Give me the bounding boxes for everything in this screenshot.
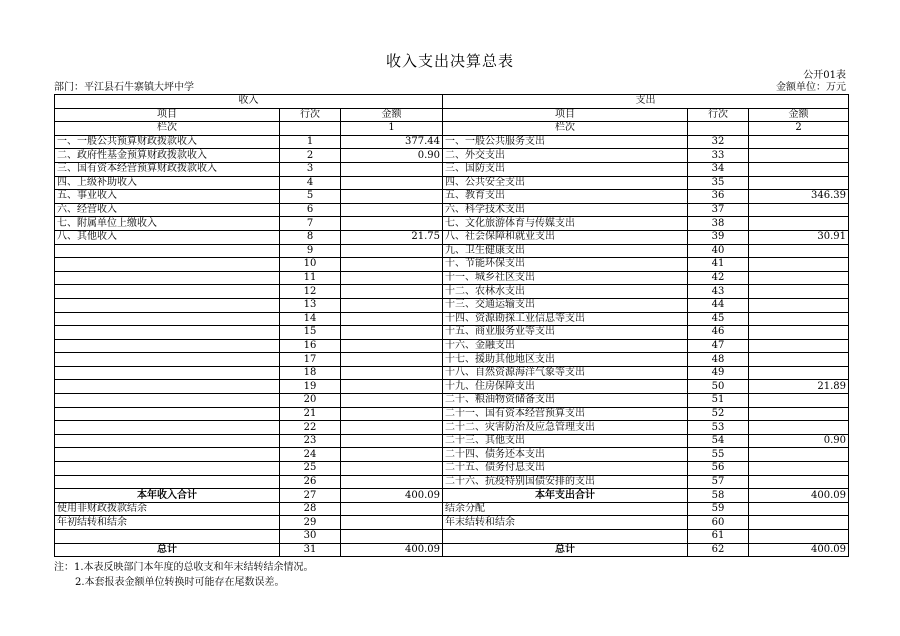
department-label: 部门：平江县石牛寨镇大坪中学 bbox=[54, 82, 194, 93]
income-item bbox=[55, 339, 280, 353]
income-line-no: 13 bbox=[280, 298, 341, 312]
expense-item: 十一、城乡社区支出 bbox=[443, 271, 688, 285]
expense-line-no: 45 bbox=[688, 312, 749, 326]
expense-line-no: 58 bbox=[688, 489, 749, 503]
income-amount bbox=[341, 217, 443, 231]
table-row bbox=[55, 448, 849, 462]
expense-amount: 21.89 bbox=[749, 380, 849, 394]
income-amount bbox=[341, 421, 443, 435]
column-header-row bbox=[55, 108, 849, 122]
income-amount bbox=[341, 516, 443, 530]
expense-item: 十五、商业服务业等支出 bbox=[443, 326, 688, 340]
expense-amount bbox=[749, 516, 849, 530]
expense-total-amount: 400.09 bbox=[749, 543, 849, 557]
expense-item: 二、外交支出 bbox=[443, 149, 688, 163]
income-item-header: 项目 bbox=[55, 108, 280, 122]
expense-line-no: 49 bbox=[688, 366, 749, 380]
expense-amount bbox=[749, 162, 849, 176]
expense-item: 一、一般公共服务支出 bbox=[443, 135, 688, 149]
table-row bbox=[55, 203, 849, 217]
expense-line-no: 53 bbox=[688, 421, 749, 435]
expense-item: 二十、粮油物资储备支出 bbox=[443, 394, 688, 408]
income-line-no: 23 bbox=[280, 434, 341, 448]
expense-line-no: 44 bbox=[688, 298, 749, 312]
expense-column-no-label: 栏次 bbox=[443, 122, 688, 136]
income-amount bbox=[341, 380, 443, 394]
income-amount bbox=[341, 339, 443, 353]
income-item: 年初结转和结余 bbox=[55, 516, 280, 530]
expense-line-no: 37 bbox=[688, 203, 749, 217]
expense-amount bbox=[749, 407, 849, 421]
income-section-header: 收入 bbox=[55, 95, 443, 109]
income-amount bbox=[341, 176, 443, 190]
expense-item: 十四、资源勘探工业信息等支出 bbox=[443, 312, 688, 326]
table-row bbox=[55, 326, 849, 340]
income-line-header: 行次 bbox=[280, 108, 341, 122]
expense-item: 九、卫生健康支出 bbox=[443, 244, 688, 258]
income-total-amount: 400.09 bbox=[341, 543, 443, 557]
income-amount bbox=[341, 190, 443, 204]
column-number-row bbox=[55, 122, 849, 136]
expense-item: 二十六、抗疫特别国债安排的支出 bbox=[443, 475, 688, 489]
table-row bbox=[55, 407, 849, 421]
table-row bbox=[55, 516, 849, 530]
expense-amount bbox=[749, 462, 849, 476]
expense-amount bbox=[749, 135, 849, 149]
grand-total-row bbox=[55, 543, 849, 557]
income-amount bbox=[341, 326, 443, 340]
table-row bbox=[55, 217, 849, 231]
expense-item: 十、节能环保支出 bbox=[443, 258, 688, 272]
expense-line-no: 41 bbox=[688, 258, 749, 272]
income-amount bbox=[341, 162, 443, 176]
income-item bbox=[55, 298, 280, 312]
income-expense-table bbox=[54, 94, 849, 557]
income-line-no: 11 bbox=[280, 271, 341, 285]
table-row bbox=[55, 190, 849, 204]
expense-amount bbox=[749, 394, 849, 408]
expense-line-no: 52 bbox=[688, 407, 749, 421]
expense-item-header: 项目 bbox=[443, 108, 688, 122]
income-line-no: 28 bbox=[280, 502, 341, 516]
expense-amount bbox=[749, 217, 849, 231]
expense-line-no: 55 bbox=[688, 448, 749, 462]
expense-item: 三、国防支出 bbox=[443, 162, 688, 176]
table-row bbox=[55, 176, 849, 190]
table-row bbox=[55, 162, 849, 176]
income-item bbox=[55, 475, 280, 489]
table-row bbox=[55, 366, 849, 380]
table-row bbox=[55, 230, 849, 244]
income-line-no: 29 bbox=[280, 516, 341, 530]
expense-amount bbox=[749, 475, 849, 489]
income-amount bbox=[341, 462, 443, 476]
expense-item bbox=[443, 530, 688, 544]
expense-amount bbox=[749, 298, 849, 312]
income-line-no: 7 bbox=[280, 217, 341, 231]
income-amount: 0.90 bbox=[341, 149, 443, 163]
income-line-no: 12 bbox=[280, 285, 341, 299]
income-line-no: 10 bbox=[280, 258, 341, 272]
income-amount bbox=[341, 448, 443, 462]
income-item bbox=[55, 380, 280, 394]
income-line-no: 1 bbox=[280, 135, 341, 149]
expense-item: 二十二、灾害防治及应急管理支出 bbox=[443, 421, 688, 435]
expense-line-no: 40 bbox=[688, 244, 749, 258]
income-item bbox=[55, 326, 280, 340]
expense-line-no: 36 bbox=[688, 190, 749, 204]
income-line-no: 18 bbox=[280, 366, 341, 380]
expense-line-no: 42 bbox=[688, 271, 749, 285]
expense-column-no: 2 bbox=[749, 122, 849, 136]
table-row bbox=[55, 421, 849, 435]
expense-line-no: 54 bbox=[688, 434, 749, 448]
note-1: 注：1.本表反映部门本年度的总收支和年末结转结余情况。 bbox=[54, 562, 314, 573]
table-row bbox=[55, 298, 849, 312]
income-line-no: 16 bbox=[280, 339, 341, 353]
income-line-no: 25 bbox=[280, 462, 341, 476]
expense-line-no: 35 bbox=[688, 176, 749, 190]
table-row bbox=[55, 339, 849, 353]
table-row bbox=[55, 394, 849, 408]
form-code: 公开01表 bbox=[803, 70, 846, 81]
expense-item: 十六、金融支出 bbox=[443, 339, 688, 353]
note-2: 2.本套报表金额单位转换时可能存在尾数误差。 bbox=[75, 577, 285, 588]
expense-line-header: 行次 bbox=[688, 108, 749, 122]
expense-amount bbox=[749, 149, 849, 163]
income-amount bbox=[341, 203, 443, 217]
expense-amount bbox=[749, 203, 849, 217]
expense-item: 四、公共安全支出 bbox=[443, 176, 688, 190]
expense-item: 年末结转和结余 bbox=[443, 516, 688, 530]
table-row bbox=[55, 258, 849, 272]
expense-amount bbox=[749, 502, 849, 516]
income-total-label: 总计 bbox=[55, 543, 280, 557]
table-row bbox=[55, 244, 849, 258]
expense-line-no: 32 bbox=[688, 135, 749, 149]
income-line-no: 14 bbox=[280, 312, 341, 326]
expense-line-no: 62 bbox=[688, 543, 749, 557]
expense-item: 二十三、其他支出 bbox=[443, 434, 688, 448]
expense-item: 十八、自然资源海洋气象等支出 bbox=[443, 366, 688, 380]
expense-amount bbox=[749, 366, 849, 380]
expense-line-no: 57 bbox=[688, 475, 749, 489]
empty-cell bbox=[280, 122, 341, 136]
expense-amount bbox=[749, 530, 849, 544]
expense-item: 七、文化旅游体育与传媒支出 bbox=[443, 217, 688, 231]
expense-amount: 30.91 bbox=[749, 230, 849, 244]
income-line-no: 3 bbox=[280, 162, 341, 176]
year-total-row bbox=[55, 489, 849, 503]
section-header-row bbox=[55, 95, 849, 109]
table-row bbox=[55, 135, 849, 149]
expense-amount bbox=[749, 339, 849, 353]
expense-line-no: 33 bbox=[688, 149, 749, 163]
notes bbox=[54, 560, 314, 590]
income-item bbox=[55, 530, 280, 544]
income-item: 八、其他收入 bbox=[55, 230, 280, 244]
expense-item: 八、社会保障和就业支出 bbox=[443, 230, 688, 244]
income-line-no: 21 bbox=[280, 407, 341, 421]
expense-amount bbox=[749, 448, 849, 462]
page-title: 收入支出决算总表 bbox=[385, 52, 514, 70]
expense-amount bbox=[749, 285, 849, 299]
income-line-no: 15 bbox=[280, 326, 341, 340]
income-column-no: 1 bbox=[341, 122, 443, 136]
expense-line-no: 38 bbox=[688, 217, 749, 231]
income-item: 使用非财政拨款结余 bbox=[55, 502, 280, 516]
expense-item: 二十五、债务付息支出 bbox=[443, 462, 688, 476]
income-line-no: 27 bbox=[280, 489, 341, 503]
income-amount bbox=[341, 353, 443, 367]
income-item: 六、经营收入 bbox=[55, 203, 280, 217]
expense-line-no: 48 bbox=[688, 353, 749, 367]
expense-item: 五、教育支出 bbox=[443, 190, 688, 204]
income-amount: 377.44 bbox=[341, 135, 443, 149]
expense-item: 六、科学技术支出 bbox=[443, 203, 688, 217]
income-amount: 21.75 bbox=[341, 230, 443, 244]
expense-line-no: 56 bbox=[688, 462, 749, 476]
income-item bbox=[55, 244, 280, 258]
expense-item: 结余分配 bbox=[443, 502, 688, 516]
expense-line-no: 34 bbox=[688, 162, 749, 176]
income-line-no: 31 bbox=[280, 543, 341, 557]
income-line-no: 8 bbox=[280, 230, 341, 244]
income-item bbox=[55, 434, 280, 448]
expense-total-amount: 400.09 bbox=[749, 489, 849, 503]
income-item bbox=[55, 271, 280, 285]
expense-amount bbox=[749, 176, 849, 190]
expense-amount bbox=[749, 244, 849, 258]
income-amount bbox=[341, 285, 443, 299]
expense-section-header: 支出 bbox=[443, 95, 849, 109]
expense-amount-header: 金额 bbox=[749, 108, 849, 122]
expense-line-no: 43 bbox=[688, 285, 749, 299]
expense-line-no: 50 bbox=[688, 380, 749, 394]
table-row bbox=[55, 475, 849, 489]
table-row bbox=[55, 312, 849, 326]
expense-amount bbox=[749, 421, 849, 435]
expense-amount bbox=[749, 353, 849, 367]
income-total-label: 本年收入合计 bbox=[55, 489, 280, 503]
expense-total-label: 本年支出合计 bbox=[443, 489, 688, 503]
income-amount bbox=[341, 271, 443, 285]
income-line-no: 24 bbox=[280, 448, 341, 462]
income-line-no: 9 bbox=[280, 244, 341, 258]
income-amount bbox=[341, 258, 443, 272]
expense-line-no: 61 bbox=[688, 530, 749, 544]
income-amount bbox=[341, 244, 443, 258]
expense-amount bbox=[749, 326, 849, 340]
expense-line-no: 46 bbox=[688, 326, 749, 340]
income-item bbox=[55, 312, 280, 326]
expense-item: 十七、援助其他地区支出 bbox=[443, 353, 688, 367]
expense-amount bbox=[749, 312, 849, 326]
income-column-no-label: 栏次 bbox=[55, 122, 280, 136]
income-amount bbox=[341, 434, 443, 448]
income-item: 二、政府性基金预算财政拨款收入 bbox=[55, 149, 280, 163]
expense-item: 二十四、债务还本支出 bbox=[443, 448, 688, 462]
income-item bbox=[55, 353, 280, 367]
income-item bbox=[55, 462, 280, 476]
income-item bbox=[55, 407, 280, 421]
income-line-no: 17 bbox=[280, 353, 341, 367]
income-line-no: 2 bbox=[280, 149, 341, 163]
table-row bbox=[55, 285, 849, 299]
income-amount bbox=[341, 407, 443, 421]
income-item bbox=[55, 448, 280, 462]
expense-amount: 346.39 bbox=[749, 190, 849, 204]
expense-line-no: 60 bbox=[688, 516, 749, 530]
expense-amount: 0.90 bbox=[749, 434, 849, 448]
income-item: 三、国有资本经营预算财政拨款收入 bbox=[55, 162, 280, 176]
unit-label: 金额单位：万元 bbox=[776, 82, 846, 93]
table-row bbox=[55, 271, 849, 285]
table-row bbox=[55, 380, 849, 394]
income-line-no: 6 bbox=[280, 203, 341, 217]
income-amount bbox=[341, 394, 443, 408]
expense-line-no: 59 bbox=[688, 502, 749, 516]
empty-cell bbox=[688, 122, 749, 136]
expense-line-no: 39 bbox=[688, 230, 749, 244]
expense-line-no: 51 bbox=[688, 394, 749, 408]
income-item: 七、附属单位上缴收入 bbox=[55, 217, 280, 231]
expense-line-no: 47 bbox=[688, 339, 749, 353]
income-line-no: 20 bbox=[280, 394, 341, 408]
expense-item: 十九、住房保障支出 bbox=[443, 380, 688, 394]
expense-amount bbox=[749, 258, 849, 272]
income-line-no: 22 bbox=[280, 421, 341, 435]
income-line-no: 19 bbox=[280, 380, 341, 394]
income-amount bbox=[341, 530, 443, 544]
income-item bbox=[55, 366, 280, 380]
income-amount bbox=[341, 366, 443, 380]
income-line-no: 4 bbox=[280, 176, 341, 190]
income-item: 四、上级补助收入 bbox=[55, 176, 280, 190]
income-total-amount: 400.09 bbox=[341, 489, 443, 503]
income-item bbox=[55, 258, 280, 272]
income-item bbox=[55, 285, 280, 299]
income-amount bbox=[341, 475, 443, 489]
expense-amount bbox=[749, 271, 849, 285]
income-amount bbox=[341, 502, 443, 516]
income-item bbox=[55, 394, 280, 408]
income-amount bbox=[341, 312, 443, 326]
income-line-no: 26 bbox=[280, 475, 341, 489]
income-line-no: 5 bbox=[280, 190, 341, 204]
income-item: 五、事业收入 bbox=[55, 190, 280, 204]
table-row bbox=[55, 502, 849, 516]
income-item: 一、一般公共预算财政拨款收入 bbox=[55, 135, 280, 149]
expense-total-label: 总计 bbox=[443, 543, 688, 557]
table-row bbox=[55, 353, 849, 367]
income-amount bbox=[341, 298, 443, 312]
expense-item: 十三、交通运输支出 bbox=[443, 298, 688, 312]
table-row bbox=[55, 462, 849, 476]
income-line-no: 30 bbox=[280, 530, 341, 544]
income-amount-header: 金额 bbox=[341, 108, 443, 122]
table-row bbox=[55, 149, 849, 163]
table-row bbox=[55, 530, 849, 544]
income-item bbox=[55, 421, 280, 435]
expense-item: 二十一、国有资本经营预算支出 bbox=[443, 407, 688, 421]
expense-item: 十二、农林水支出 bbox=[443, 285, 688, 299]
table-row bbox=[55, 434, 849, 448]
